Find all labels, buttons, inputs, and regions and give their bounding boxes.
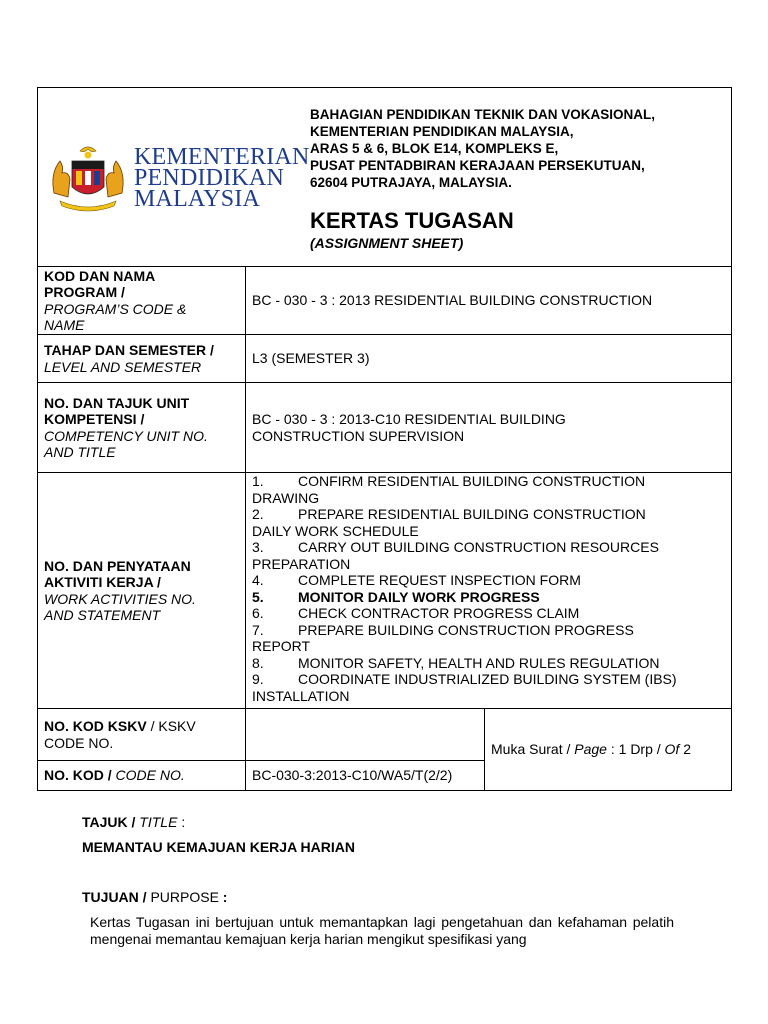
level-label [38,335,246,383]
kskv-label [38,709,246,761]
title-value: MEMANTAU KEMAJUAN KERJA HARIAN [82,839,355,855]
heading-text: : [177,814,186,830]
label-text: AND TITLE [44,444,116,460]
activity-text: MONITOR DAILY WORK PROGRESS [298,588,540,605]
activity-number: 5. [252,588,264,605]
program-value: BC - 030 - 3 : 2013 RESIDENTIAL BUILDING CONSTRUCTION [246,267,732,335]
label-text: AKTIVITI KERJA / [44,574,161,590]
activities-list [252,473,725,704]
activity-number: 1. [252,473,264,489]
activities-label [38,473,246,709]
label-text: / KSKV [146,718,196,734]
label-text: WORK ACTIVITIES NO. [44,590,196,607]
activity-text: PREPARE RESIDENTIAL BUILDING CONSTRUCTION [298,506,646,522]
ministry-logo-text [134,144,310,212]
activity-item [252,506,725,539]
title-heading [82,814,185,830]
activity-item [252,605,725,622]
activity-number: 9. [252,671,264,687]
program-label [38,267,246,335]
purpose-heading [82,889,227,905]
activities-row [38,473,732,709]
label-text: KOMPETENSI / [44,411,145,427]
activity-item [252,589,725,606]
activity-number: 8. [252,654,264,671]
address-line: PUSAT PENTADBIRAN KERAJAAN PERSEKUTUAN, [310,158,645,173]
label-text: NO. KOD KSKV [44,718,147,734]
activity-number: 3. [252,539,264,555]
page-text: 2 [679,741,692,758]
level-row [38,335,732,383]
code-label [38,761,246,791]
label-text: CODE NO. [111,767,185,784]
activity-number: 6. [252,605,264,621]
label-text: NO. DAN TAJUK UNIT [44,394,190,411]
document-subtitle: (ASSIGNMENT SHEET) [310,235,464,251]
activity-text: CONFIRM RESIDENTIAL BUILDING CONSTRUCTION [298,473,646,489]
activity-text-continued: PREPARATION [252,555,351,572]
assignment-sheet [37,87,731,791]
page-text: Page [574,741,607,758]
label-text: COMPETENCY UNIT NO. [44,427,208,444]
page-indicator [485,709,732,791]
activity-text: COORDINATE INDUSTRIALIZED BUILDING SYSTEM (IBS) [298,671,677,687]
address-line: 62604 PUTRAJAYA, MALAYSIA. [310,175,512,190]
activity-number: 2. [252,506,264,522]
label-text: CODE NO. [44,734,114,751]
unit-value-line: CONSTRUCTION SUPERVISION [252,427,465,444]
header-table [37,87,732,791]
label-text: PROGRAM’S CODE & [44,300,187,317]
program-row [38,267,732,335]
document-title: KERTAS TUGASAN [310,208,514,233]
coat-of-arms-icon [46,143,130,213]
activity-text: CARRY OUT BUILDING CONSTRUCTION RESOURCES [298,539,659,555]
logo-line-1: KEMENTERIAN [134,144,310,170]
activity-text: PREPARE BUILDING CONSTRUCTION PROGRESS [298,621,634,638]
label-text: NAME [44,317,85,333]
ministry-logo [46,143,308,213]
header-block [38,88,732,267]
activity-text: MONITOR SAFETY, HEALTH AND RULES REGULATION [298,654,660,671]
ministry-address [310,106,655,191]
address-line: KEMENTERIAN PENDIDIKAN MALAYSIA, [310,124,574,139]
activity-item [252,671,725,704]
page-text: Muka Surat / [491,741,575,758]
logo-line-2: PENDIDIKAN [134,165,284,191]
activity-number: 7. [252,621,264,638]
activity-item [252,655,725,672]
unit-value-line: BC - 030 - 3 : 2013-C10 RESIDENTIAL BUILDING [252,411,566,427]
page-text: Of [664,741,680,758]
label-text: TAHAP DAN SEMESTER / [44,342,214,358]
unit-row [38,383,732,473]
label-text: NO. DAN PENYATAAN [44,557,191,574]
level-value: L3 (SEMESTER 3) [246,335,732,383]
heading-text: TITLE [135,814,178,830]
activity-item [252,473,725,506]
heading-text: PURPOSE [146,889,219,905]
purpose-paragraph: Kertas Tugasan ini bertujuan untuk memantapkan lagi pengetahuan dan kefahaman pelatih mengenai memantau kemajuan kerja harian mengikut spesifikasi yang [90,914,674,947]
activity-text: CHECK CONTRACTOR PROGRESS CLAIM [298,605,580,621]
activity-text-continued: DRAWING [252,489,320,506]
label-text: LEVEL AND SEMESTER [44,358,202,375]
activity-text: COMPLETE REQUEST INSPECTION FORM [298,572,581,588]
heading-text: TAJUK / [82,814,136,830]
activity-text-continued: REPORT [252,638,311,654]
kskv-row [38,709,732,761]
activities-value [246,473,732,709]
activity-item [252,622,725,655]
address-line: ARAS 5 & 6, BLOK E14, KOMPLEKS E, [310,141,559,156]
logo-line-3: MALAYSIA [134,186,261,212]
activity-text-continued: INSTALLATION [252,687,350,704]
unit-label [38,383,246,473]
label-text: NO. KOD / [44,767,112,784]
page-text: : 1 Drp / [606,741,665,758]
activity-number: 4. [252,572,264,588]
kskv-value [246,709,485,761]
label-text: PROGRAM / [44,284,125,300]
address-line: BAHAGIAN PENDIDIKAN TEKNIK DAN VOKASIONAL, [310,107,656,122]
heading-text: : [218,889,228,905]
activity-text-continued: DAILY WORK SCHEDULE [252,522,419,539]
activity-item [252,572,725,589]
activity-item [252,539,725,572]
heading-text: TUJUAN / [82,889,147,905]
unit-value [246,383,732,473]
label-text: KOD DAN NAMA [44,267,156,284]
code-value: BC-030-3:2013-C10/WA5/T(2/2) [246,761,485,791]
label-text: AND STATEMENT [44,607,161,623]
